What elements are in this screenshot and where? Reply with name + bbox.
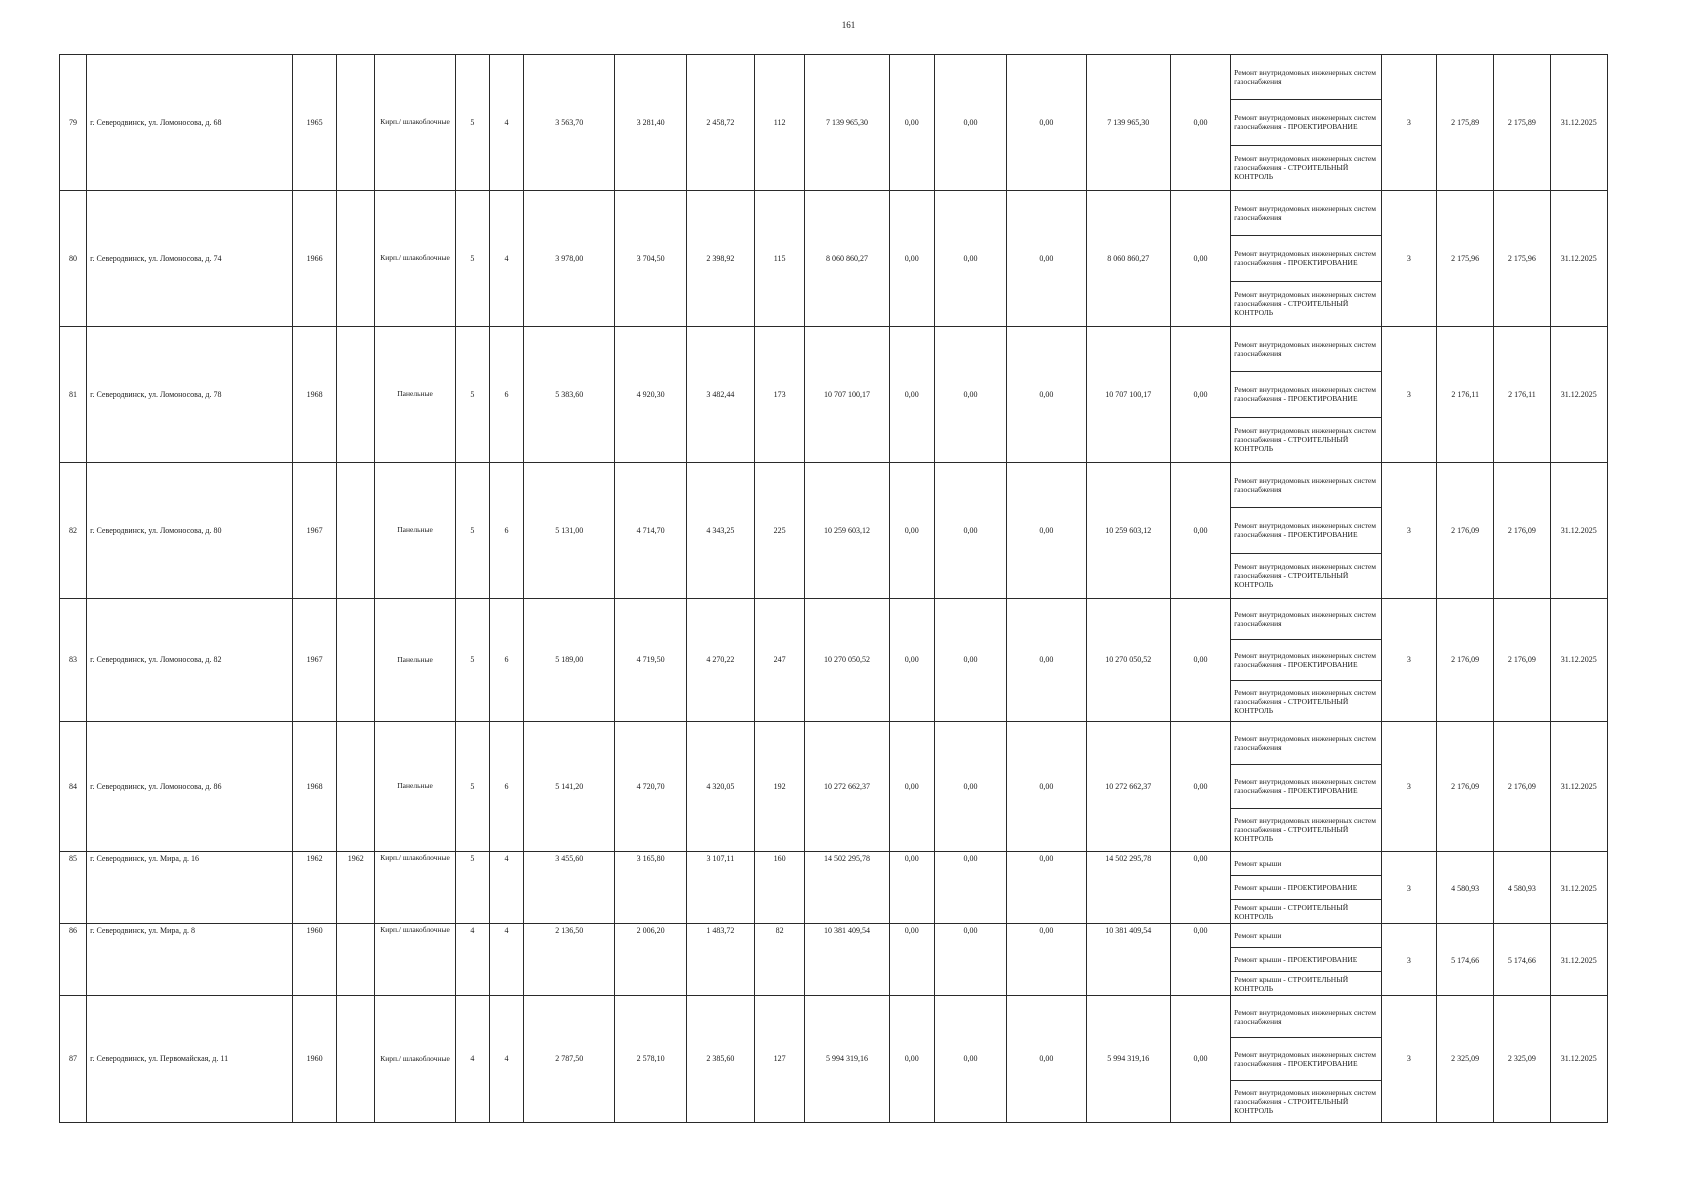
cell-area-residential: 4 270,22 [686, 599, 754, 722]
cell-year-built: 1960 [293, 996, 337, 1123]
cell-area-living: 3 704,50 [615, 191, 686, 327]
cell-unit-cost-max: 2 176,09 [1494, 463, 1550, 599]
cell-area-living: 4 714,70 [615, 463, 686, 599]
cell-fund-regional: 0,00 [934, 463, 1006, 599]
work-item-label: Ремонт внутридомовых инженерных систем газоснабжения - СТРОИТЕЛЬНЫЙ КОНТРОЛЬ [1234, 687, 1376, 715]
cell-works [1231, 463, 1382, 599]
cell-row-number: 80 [60, 191, 87, 327]
cell-fund-local: 0,00 [1007, 996, 1086, 1123]
cell-wall-material: Панельные [375, 463, 455, 599]
work-item [1231, 191, 1381, 235]
work-item-label: Ремонт внутридомовых инженерных систем газоснабжения - ПРОЕКТИРОВАНИЕ [1234, 249, 1376, 268]
cell-floors: 5 [455, 722, 489, 852]
work-item [1231, 852, 1381, 875]
cell-fund-regional: 0,00 [934, 327, 1006, 463]
cell-entrances: 4 [489, 852, 523, 924]
cell-area-residential: 4 320,05 [686, 722, 754, 852]
cell-fund-owners: 8 060 860,27 [1086, 191, 1170, 327]
work-item-label: Ремонт внутридомовых инженерных систем газоснабжения [1234, 1007, 1376, 1026]
cell-fund-owners: 10 707 100,17 [1086, 327, 1170, 463]
cell-row-number: 85 [60, 852, 87, 924]
cell-fund-other: 0,00 [1170, 852, 1230, 924]
work-item [1231, 99, 1381, 144]
cell-year-built: 1960 [293, 924, 337, 996]
cell-unit-cost-max: 4 580,93 [1494, 852, 1550, 924]
cell-unit-cost-max: 2 176,09 [1494, 722, 1550, 852]
cell-deadline: 31.12.2025 [1550, 924, 1607, 996]
cell-unit-cost: 2 325,09 [1437, 996, 1494, 1123]
work-item-label: Ремонт внутридомовых инженерных систем газоснабжения - ПРОЕКТИРОВАНИЕ [1234, 1049, 1376, 1068]
cell-fund-local: 0,00 [1007, 463, 1086, 599]
cell-floors: 4 [455, 924, 489, 996]
work-item-label: Ремонт внутридомовых инженерных систем газоснабжения [1234, 340, 1376, 359]
cell-entrances: 4 [489, 924, 523, 996]
cell-year-built: 1965 [293, 55, 337, 191]
cell-cost-total: 10 272 662,37 [805, 722, 889, 852]
cell-fund-other: 0,00 [1170, 996, 1230, 1123]
cell-unit-cost-max: 2 176,09 [1494, 599, 1550, 722]
cell-floors: 5 [455, 327, 489, 463]
cell-fund-regional: 0,00 [934, 55, 1006, 191]
work-item [1231, 371, 1381, 416]
cell-row-number: 82 [60, 463, 87, 599]
work-item-label: Ремонт внутридомовых инженерных систем газоснабжения - СТРОИТЕЛЬНЫЙ КОНТРОЛЬ [1234, 426, 1376, 454]
cell-area-residential: 3 482,44 [686, 327, 754, 463]
work-item-label: Ремонт внутридомовых инженерных систем газоснабжения - СТРОИТЕЛЬНЫЙ КОНТРОЛЬ [1234, 154, 1376, 182]
cell-unit-type: 3 [1381, 996, 1436, 1123]
cell-year-built: 1966 [293, 191, 337, 327]
cell-area-residential: 2 385,60 [686, 996, 754, 1123]
cell-address: г. Северодвинск, ул. Ломоносова, д. 74 [87, 191, 293, 327]
cell-unit-type: 3 [1381, 722, 1436, 852]
cell-area-living: 3 165,80 [615, 852, 686, 924]
cell-fund-other: 0,00 [1170, 327, 1230, 463]
work-item-label: Ремонт крыши - СТРОИТЕЛЬНЫЙ КОНТРОЛЬ [1234, 974, 1349, 993]
cell-works [1231, 327, 1382, 463]
cell-entrances: 6 [489, 722, 523, 852]
cell-residents: 115 [755, 191, 805, 327]
cell-cost-total: 5 994 319,16 [805, 996, 889, 1123]
cell-area-total: 2 136,50 [524, 924, 615, 996]
cell-residents: 112 [755, 55, 805, 191]
cell-unit-type: 3 [1381, 55, 1436, 191]
cell-residents: 173 [755, 327, 805, 463]
cell-area-total: 5 141,20 [524, 722, 615, 852]
work-item [1231, 417, 1381, 462]
cell-works [1231, 191, 1382, 327]
cell-floors: 5 [455, 599, 489, 722]
cell-year-reconstruction [337, 996, 375, 1123]
cell-entrances: 6 [489, 327, 523, 463]
cell-entrances: 4 [489, 996, 523, 1123]
cell-fund-local: 0,00 [1007, 327, 1086, 463]
cell-unit-type: 3 [1381, 599, 1436, 722]
cell-cost-total: 8 060 860,27 [805, 191, 889, 327]
work-item-label: Ремонт внутридомовых инженерных систем газоснабжения - СТРОИТЕЛЬНЫЙ КОНТРОЛЬ [1234, 290, 1376, 318]
cell-fund-owners: 10 270 050,52 [1086, 599, 1170, 722]
cell-year-reconstruction [337, 327, 375, 463]
work-item [1231, 1037, 1381, 1079]
work-item [1231, 463, 1381, 507]
cell-entrances: 6 [489, 463, 523, 599]
work-item [1231, 924, 1381, 947]
cell-row-number: 81 [60, 327, 87, 463]
cell-unit-cost: 2 176,11 [1437, 327, 1494, 463]
cell-fund-regional: 0,00 [934, 722, 1006, 852]
cell-unit-cost: 5 174,66 [1437, 924, 1494, 996]
work-item-label: Ремонт внутридомовых инженерных систем газоснабжения [1234, 476, 1376, 495]
cell-residents: 127 [755, 996, 805, 1123]
cell-fund-regional: 0,00 [934, 996, 1006, 1123]
cell-deadline: 31.12.2025 [1550, 852, 1607, 924]
work-item [1231, 680, 1381, 721]
cell-area-total: 5 131,00 [524, 463, 615, 599]
table-row [60, 599, 1608, 722]
cell-works [1231, 852, 1382, 924]
cell-fund-local: 0,00 [1007, 191, 1086, 327]
work-item [1231, 507, 1381, 552]
work-item [1231, 899, 1381, 923]
cell-fund-other: 0,00 [1170, 599, 1230, 722]
work-item [1231, 996, 1381, 1037]
table-row [60, 327, 1608, 463]
work-item [1231, 764, 1381, 807]
work-item [1231, 327, 1381, 371]
work-item [1231, 639, 1381, 680]
cell-year-reconstruction [337, 924, 375, 996]
cell-fund-federal: 0,00 [889, 191, 934, 327]
cell-fund-local: 0,00 [1007, 852, 1086, 924]
work-item-label: Ремонт крыши - СТРОИТЕЛЬНЫЙ КОНТРОЛЬ [1234, 902, 1349, 921]
cell-area-living: 2 578,10 [615, 996, 686, 1123]
cell-deadline: 31.12.2025 [1550, 996, 1607, 1123]
cell-year-built: 1968 [293, 327, 337, 463]
work-item-label: Ремонт крыши - ПРОЕКТИРОВАНИЕ [1234, 955, 1358, 964]
table-row [60, 722, 1608, 852]
work-item [1231, 808, 1381, 851]
cell-floors: 5 [455, 852, 489, 924]
cell-fund-other: 0,00 [1170, 463, 1230, 599]
work-item [1231, 553, 1381, 598]
cell-cost-total: 10 259 603,12 [805, 463, 889, 599]
cell-year-reconstruction [337, 599, 375, 722]
cell-cost-total: 10 707 100,17 [805, 327, 889, 463]
work-item-label: Ремонт внутридомовых инженерных систем газоснабжения - ПРОЕКТИРОВАНИЕ [1234, 521, 1376, 540]
cell-deadline: 31.12.2025 [1550, 191, 1607, 327]
cell-address: г. Северодвинск, ул. Первомайская, д. 11 [87, 996, 293, 1123]
cell-area-residential: 4 343,25 [686, 463, 754, 599]
cell-wall-material: Панельные [375, 599, 455, 722]
cell-area-total: 3 455,60 [524, 852, 615, 924]
cell-unit-cost: 2 175,96 [1437, 191, 1494, 327]
cell-cost-total: 10 270 050,52 [805, 599, 889, 722]
work-item [1231, 55, 1381, 99]
cell-wall-material: Кирп./ шлакоблочные [375, 55, 455, 191]
cell-deadline: 31.12.2025 [1550, 327, 1607, 463]
work-item-label: Ремонт внутридомовых инженерных систем газоснабжения - СТРОИТЕЛЬНЫЙ КОНТРОЛЬ [1234, 562, 1376, 590]
cell-row-number: 84 [60, 722, 87, 852]
cell-works [1231, 599, 1382, 722]
cell-fund-owners: 14 502 295,78 [1086, 852, 1170, 924]
work-item [1231, 947, 1381, 971]
cell-row-number: 83 [60, 599, 87, 722]
cell-area-total: 3 978,00 [524, 191, 615, 327]
cell-area-living: 4 719,50 [615, 599, 686, 722]
cell-residents: 247 [755, 599, 805, 722]
cell-fund-regional: 0,00 [934, 852, 1006, 924]
table-row [60, 924, 1608, 996]
cell-unit-type: 3 [1381, 327, 1436, 463]
cell-works [1231, 996, 1382, 1123]
work-item [1231, 875, 1381, 899]
cell-fund-regional: 0,00 [934, 599, 1006, 722]
cell-fund-other: 0,00 [1170, 924, 1230, 996]
cell-works [1231, 55, 1382, 191]
cell-deadline: 31.12.2025 [1550, 463, 1607, 599]
cell-address: г. Северодвинск, ул. Ломоносова, д. 68 [87, 55, 293, 191]
cell-fund-local: 0,00 [1007, 924, 1086, 996]
cell-unit-cost-max: 5 174,66 [1494, 924, 1550, 996]
cell-area-living: 3 281,40 [615, 55, 686, 191]
cell-floors: 5 [455, 55, 489, 191]
cell-fund-owners: 5 994 319,16 [1086, 996, 1170, 1123]
work-item-label: Ремонт внутридомовых инженерных систем газоснабжения [1234, 68, 1376, 87]
work-item-label: Ремонт внутридомовых инженерных систем газоснабжения - ПРОЕКТИРОВАНИЕ [1234, 113, 1376, 132]
cell-fund-owners: 7 139 965,30 [1086, 55, 1170, 191]
cell-residents: 82 [755, 924, 805, 996]
work-item-label: Ремонт крыши - ПРОЕКТИРОВАНИЕ [1234, 883, 1358, 892]
cell-year-built: 1967 [293, 463, 337, 599]
cell-fund-owners: 10 272 662,37 [1086, 722, 1170, 852]
page-number: 161 [841, 20, 856, 30]
cell-residents: 225 [755, 463, 805, 599]
cell-unit-cost-max: 2 176,11 [1494, 327, 1550, 463]
cell-wall-material: Кирп./ шлакоблочные [375, 996, 455, 1123]
cell-row-number: 79 [60, 55, 87, 191]
cell-year-reconstruction [337, 463, 375, 599]
cell-unit-cost: 2 175,89 [1437, 55, 1494, 191]
cell-unit-type: 3 [1381, 852, 1436, 924]
cell-fund-federal: 0,00 [889, 852, 934, 924]
cell-address: г. Северодвинск, ул. Ломоносова, д. 78 [87, 327, 293, 463]
cell-area-residential: 3 107,11 [686, 852, 754, 924]
cell-cost-total: 14 502 295,78 [805, 852, 889, 924]
cell-fund-other: 0,00 [1170, 191, 1230, 327]
cell-works [1231, 722, 1382, 852]
cell-fund-other: 0,00 [1170, 55, 1230, 191]
cell-fund-owners: 10 381 409,54 [1086, 924, 1170, 996]
cell-unit-cost: 2 176,09 [1437, 722, 1494, 852]
cell-fund-local: 0,00 [1007, 55, 1086, 191]
cell-fund-local: 0,00 [1007, 722, 1086, 852]
cell-works [1231, 924, 1382, 996]
cell-area-living: 2 006,20 [615, 924, 686, 996]
cell-year-built: 1967 [293, 599, 337, 722]
work-item-label: Ремонт крыши [1234, 859, 1282, 868]
cell-year-built: 1968 [293, 722, 337, 852]
cell-unit-cost: 2 176,09 [1437, 463, 1494, 599]
cell-entrances: 4 [489, 55, 523, 191]
cell-entrances: 4 [489, 191, 523, 327]
table-row [60, 55, 1608, 191]
cell-area-residential: 2 458,72 [686, 55, 754, 191]
cell-wall-material: Кирп./ шлакоблочные [375, 852, 455, 924]
work-item [1231, 722, 1381, 764]
cell-fund-regional: 0,00 [934, 191, 1006, 327]
cell-area-total: 3 563,70 [524, 55, 615, 191]
cell-address: г. Северодвинск, ул. Ломоносова, д. 82 [87, 599, 293, 722]
cell-wall-material: Кирп./ шлакоблочные [375, 924, 455, 996]
cell-area-total: 2 787,50 [524, 996, 615, 1123]
cell-area-residential: 1 483,72 [686, 924, 754, 996]
cell-row-number: 86 [60, 924, 87, 996]
cell-fund-other: 0,00 [1170, 722, 1230, 852]
repair-program-table [59, 54, 1608, 1123]
cell-area-total: 5 189,00 [524, 599, 615, 722]
cell-unit-cost: 2 176,09 [1437, 599, 1494, 722]
cell-fund-federal: 0,00 [889, 55, 934, 191]
cell-floors: 5 [455, 191, 489, 327]
work-item-label: Ремонт внутридомовых инженерных систем газоснабжения [1234, 610, 1376, 628]
work-item-label: Ремонт внутридомовых инженерных систем газоснабжения - ПРОЕКТИРОВАНИЕ [1234, 385, 1376, 404]
cell-area-residential: 2 398,92 [686, 191, 754, 327]
cell-wall-material: Панельные [375, 722, 455, 852]
cell-cost-total: 7 139 965,30 [805, 55, 889, 191]
cell-fund-federal: 0,00 [889, 599, 934, 722]
cell-fund-federal: 0,00 [889, 463, 934, 599]
cell-unit-type: 3 [1381, 191, 1436, 327]
cell-fund-federal: 0,00 [889, 327, 934, 463]
cell-unit-cost-max: 2 325,09 [1494, 996, 1550, 1123]
cell-address: г. Северодвинск, ул. Ломоносова, д. 86 [87, 722, 293, 852]
cell-address: г. Северодвинск, ул. Ломоносова, д. 80 [87, 463, 293, 599]
cell-residents: 160 [755, 852, 805, 924]
cell-entrances: 6 [489, 599, 523, 722]
cell-deadline: 31.12.2025 [1550, 599, 1607, 722]
cell-residents: 192 [755, 722, 805, 852]
cell-unit-cost-max: 2 175,89 [1494, 55, 1550, 191]
work-item-label: Ремонт внутридомовых инженерных систем газоснабжения - ПРОЕКТИРОВАНИЕ [1234, 651, 1376, 669]
work-item [1231, 145, 1381, 190]
work-item [1231, 971, 1381, 995]
cell-fund-local: 0,00 [1007, 599, 1086, 722]
cell-year-reconstruction: 1962 [337, 852, 375, 924]
cell-fund-regional: 0,00 [934, 924, 1006, 996]
cell-year-built: 1962 [293, 852, 337, 924]
cell-deadline: 31.12.2025 [1550, 55, 1607, 191]
cell-year-reconstruction [337, 722, 375, 852]
cell-fund-federal: 0,00 [889, 722, 934, 852]
work-item-label: Ремонт внутридомовых инженерных систем газоснабжения - СТРОИТЕЛЬНЫЙ КОНТРОЛЬ [1234, 1087, 1376, 1115]
work-item [1231, 599, 1381, 639]
cell-unit-cost: 4 580,93 [1437, 852, 1494, 924]
work-item [1231, 281, 1381, 326]
cell-wall-material: Кирп./ шлакоблочные [375, 191, 455, 327]
cell-area-living: 4 720,70 [615, 722, 686, 852]
cell-floors: 5 [455, 463, 489, 599]
cell-unit-type: 3 [1381, 924, 1436, 996]
work-item-label: Ремонт внутридомовых инженерных систем газоснабжения [1234, 734, 1376, 753]
cell-wall-material: Панельные [375, 327, 455, 463]
table-row [60, 463, 1608, 599]
cell-area-total: 5 383,60 [524, 327, 615, 463]
cell-address: г. Северодвинск, ул. Мира, д. 8 [87, 924, 293, 996]
cell-floors: 4 [455, 996, 489, 1123]
cell-address: г. Северодвинск, ул. Мира, д. 16 [87, 852, 293, 924]
work-item [1231, 235, 1381, 280]
work-item [1231, 1080, 1381, 1122]
cell-fund-owners: 10 259 603,12 [1086, 463, 1170, 599]
cell-fund-federal: 0,00 [889, 996, 934, 1123]
cell-year-reconstruction [337, 191, 375, 327]
work-item-label: Ремонт внутридомовых инженерных систем газоснабжения [1234, 204, 1376, 223]
work-item-label: Ремонт внутридомовых инженерных систем газоснабжения - СТРОИТЕЛЬНЫЙ КОНТРОЛЬ [1234, 816, 1376, 844]
table-row [60, 191, 1608, 327]
table-row [60, 852, 1608, 924]
cell-unit-type: 3 [1381, 463, 1436, 599]
cell-cost-total: 10 381 409,54 [805, 924, 889, 996]
cell-unit-cost-max: 2 175,96 [1494, 191, 1550, 327]
cell-fund-federal: 0,00 [889, 924, 934, 996]
work-item-label: Ремонт крыши [1234, 931, 1282, 940]
cell-area-living: 4 920,30 [615, 327, 686, 463]
work-item-label: Ремонт внутридомовых инженерных систем газоснабжения - ПРОЕКТИРОВАНИЕ [1234, 777, 1376, 796]
cell-row-number: 87 [60, 996, 87, 1123]
cell-deadline: 31.12.2025 [1550, 722, 1607, 852]
cell-year-reconstruction [337, 55, 375, 191]
table-row [60, 996, 1608, 1123]
